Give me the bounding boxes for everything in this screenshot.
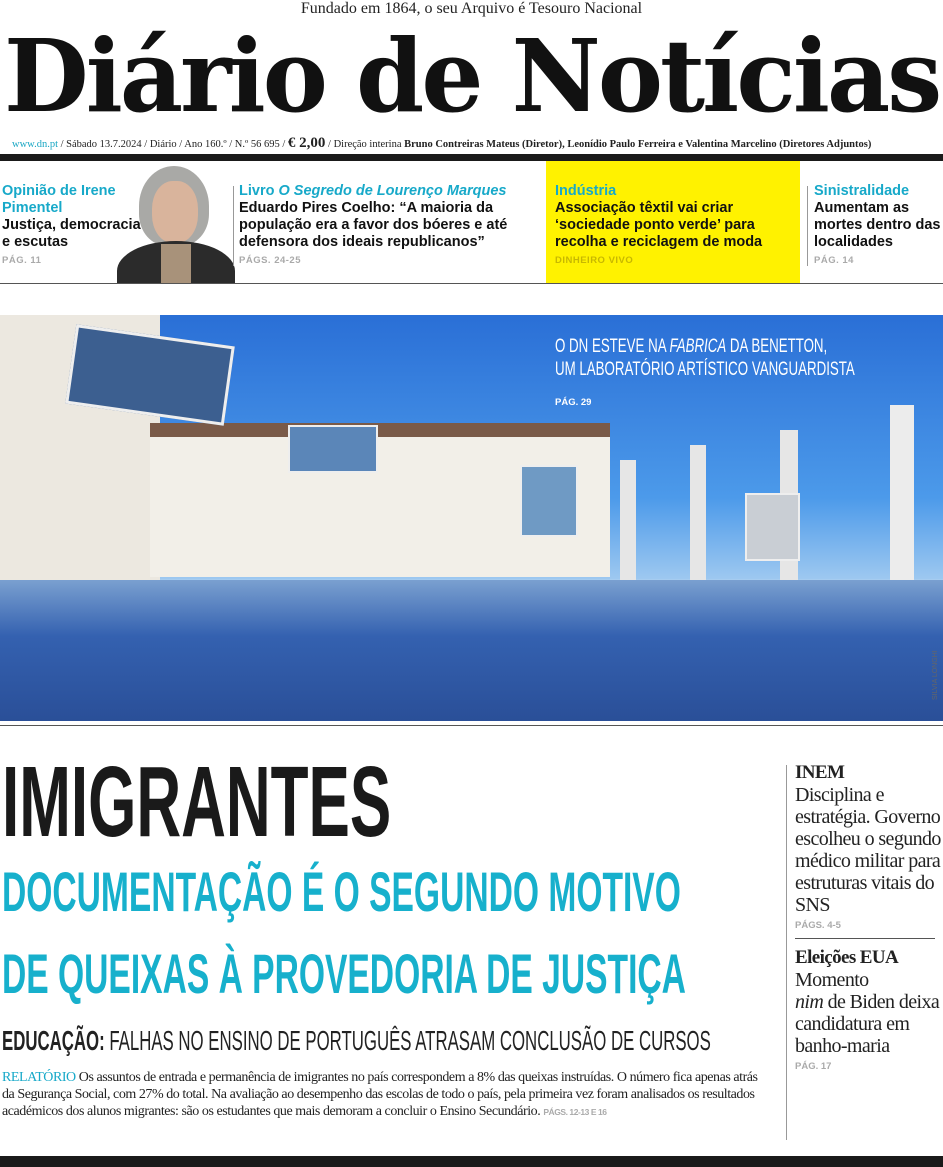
hanging-print <box>520 465 578 537</box>
hanging-print <box>288 425 378 473</box>
text: Momento <box>795 969 869 991</box>
photo-page: PÁG. 29 <box>555 397 592 408</box>
caption-text: DA BENETTON, <box>726 336 828 357</box>
education-headline[interactable] <box>2 1025 711 1057</box>
direction-label: / Direção interina <box>325 139 405 150</box>
lead-text: Os assuntos de entrada e permanência de imigrantes no país correspondem a 8% das queixas instruídas. O número fica apenas atrás da Segurança Social, com 27% do total. Na avaliação ao desempenho das escolas de todo o país, pela primeira vez foram analisados os resultados académicos dos alunos migrantes: são os estudantes que mais demoram a concluir o Ensino Secundário. <box>2 1070 758 1119</box>
kicker-text: Livro <box>239 183 279 199</box>
teaser-page: PÁG. 11 <box>2 255 42 266</box>
text-italic: nim <box>795 991 824 1013</box>
teaser-opinion[interactable] <box>2 183 152 266</box>
text: de Biden deixa candidatura em banho-maria <box>795 991 940 1057</box>
direction-names: Bruno Contreiras Mateus (Diretor), Leonídio Paulo Ferreira e Valentina Marcelino (Diretores Adjuntos) <box>404 139 872 150</box>
caption-text: UM LABORATÓRIO ARTÍSTICO VANGUARDISTA <box>555 359 855 380</box>
column <box>620 460 636 580</box>
lead-kicker: RELATÓRIO <box>2 1070 76 1085</box>
price: € 2,00 <box>287 135 326 151</box>
sidebar-kicker: Eleições EUA <box>795 947 899 968</box>
sidebar-kicker: INEM <box>795 762 845 783</box>
teaser-kicker: Indústria <box>555 183 617 199</box>
separator <box>807 186 808 266</box>
divider <box>0 283 943 284</box>
teaser-page: DINHEIRO VIVO <box>555 255 634 266</box>
masthead-logo[interactable]: Diário de Notícias <box>4 17 940 135</box>
teaser-book[interactable] <box>239 183 539 266</box>
column <box>890 405 914 580</box>
divider <box>795 938 935 939</box>
teaser-industry[interactable] <box>555 183 795 266</box>
photo-caption[interactable] <box>555 335 943 381</box>
education-text: FALHAS NO ENSINO DE PORTUGUÊS ATRASAM CONCLUSÃO DE CURSOS <box>104 1025 711 1056</box>
teaser-page: PÁGS. 24-25 <box>239 255 301 266</box>
teaser-kicker: Sinistralidade <box>814 183 910 199</box>
tagline: Fundado em 1864, o seu Arquivo é Tesouro Nacional <box>300 0 643 17</box>
sidebar-text <box>795 969 943 1057</box>
book-title: O Segredo de Lourenço Marques <box>278 183 507 199</box>
subheadline[interactable]: DE QUEIXAS À PROVEDORIA DE JUSTIÇA <box>2 942 686 1005</box>
footer-bar <box>0 1156 943 1167</box>
column <box>690 445 706 580</box>
sidebar <box>795 762 943 1073</box>
main-headline[interactable]: IMIGRANTES <box>2 746 392 858</box>
issue-info: / Sábado 13.7.2024 / Diário / Ano 160.º / N.º 56 695 / <box>57 139 288 150</box>
teaser-headline: Aumentam as mortes dentro das localidades <box>814 200 941 250</box>
sidebar-elections[interactable] <box>795 947 943 1073</box>
caption-italic: FABRICA <box>669 336 727 357</box>
teaser-road[interactable] <box>814 183 943 266</box>
teaser-headline: Eduardo Pires Coelho: “A maioria da população era a favor dos bóeres e até defensora dos ideais republicanos” <box>239 200 508 250</box>
teaser-page: PÁG. 14 <box>814 255 854 266</box>
teaser-headline: Associação têxtil vai criar ‘sociedade ponto verde’ para recolha e reciclagem de moda <box>555 200 763 250</box>
sidebar-page: PÁG. 17 <box>795 1061 832 1072</box>
teaser-kicker <box>239 183 539 200</box>
info-line <box>12 136 871 152</box>
lead-paragraph <box>2 1069 762 1121</box>
sidebar-text: Disciplina e estratégia. Governo escolheu o segundo médico militar para estruturas vitais do SNS <box>795 784 941 916</box>
sidebar-inem[interactable] <box>795 762 943 932</box>
education-label: EDUCAÇÃO: <box>2 1025 105 1056</box>
separator <box>786 765 787 1140</box>
sidebar-page: PÁGS. 4-5 <box>795 920 841 931</box>
teaser-kicker: Opinião de Irene Pimentel <box>2 183 116 216</box>
lead-page: PÁGS. 12-13 E 16 <box>543 1107 607 1117</box>
teaser-headline: Justiça, democracia e escutas <box>2 217 141 250</box>
photo-credit: SILVIA LONGHI <box>932 650 939 700</box>
water-reflection <box>0 580 943 721</box>
subheadline[interactable]: DOCUMENTAÇÃO É O SEGUNDO MOTIVO <box>2 860 681 923</box>
divider <box>0 154 943 161</box>
separator <box>233 186 234 266</box>
site-link[interactable]: www.dn.pt <box>12 139 58 150</box>
caption-text: O DN ESTEVE NA <box>555 336 670 357</box>
hanging-print <box>745 493 800 561</box>
divider <box>0 725 943 726</box>
